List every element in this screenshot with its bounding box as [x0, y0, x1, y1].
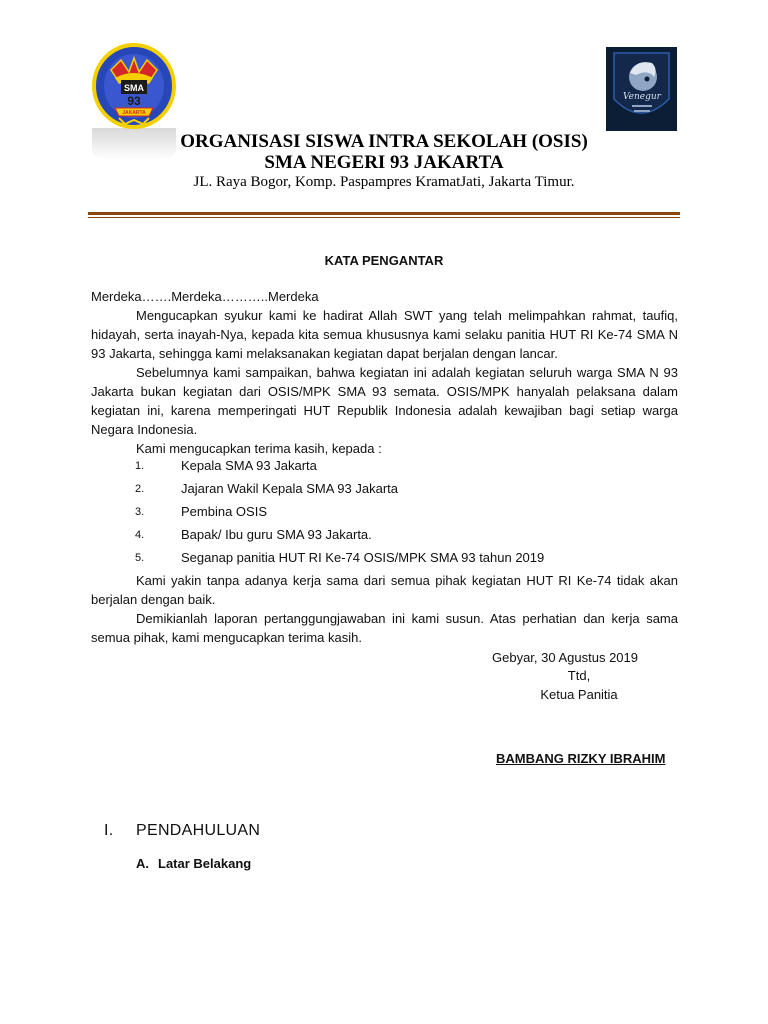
list-number: 1. [135, 460, 145, 472]
header-divider-thin [88, 217, 680, 218]
logo-number-text: 93 [127, 94, 141, 108]
school-address: JL. Raya Bogor, Komp. Paspampres KramatJati, Jakarta Timur. [193, 174, 575, 190]
paragraph-3: Kami mengucapkan terima kasih, kepada : [136, 441, 382, 456]
header-divider-thick [88, 212, 680, 215]
logo-city-text: JAKARTA [122, 110, 146, 116]
list-item [91, 525, 678, 548]
paragraph-2: Sebelumnya kami sampaikan, bahwa kegiatan ini adalah kegiatan seluruh warga SMA N 93 Jakarta bukan kegiatan dari OSIS/MPK SMA 93 semata. OSIS/MPK hanyalah pelaksana dalam kegiatan ini, karena memperingati HUT Republik Indonesia adalah kewajiban bagi setiap warga Negara Indonesia. [91, 365, 678, 437]
committee-logo [606, 47, 677, 131]
subsection-number: A. [136, 856, 149, 871]
school-name: SMA NEGERI 93 JAKARTA [264, 152, 504, 173]
list-text: Pembina OSIS [181, 504, 267, 519]
body-block-2 [91, 571, 678, 647]
document-title: KATA PENGANTAR [324, 253, 444, 268]
list-text: Seganap panitia HUT RI Ke-74 OSIS/MPK SMA 93 tahun 2019 [181, 550, 545, 565]
signature-ttd: Ttd, [567, 668, 591, 683]
greeting-line: Merdeka…….Merdeka………..Merdeka [91, 289, 319, 304]
list-item [91, 548, 678, 571]
list-text: Jajaran Wakil Kepala SMA 93 Jakarta [181, 481, 399, 496]
list-number: 2. [135, 483, 145, 495]
logo-right-text: Venegur [623, 92, 661, 102]
school-logo [91, 42, 177, 130]
subsection-label: Latar Belakang [158, 856, 252, 871]
section-number: I. [104, 822, 114, 839]
paragraph-5: Demikianlah laporan pertanggungjawaban ini kami susun. Atas perhatian dan kerja sama semua pihak, kami mengucapkan terima kasih. [91, 611, 678, 645]
section-label: PENDAHULUAN [136, 822, 261, 839]
org-name: ORGANISASI SISWA INTRA SEKOLAH (OSIS) [180, 131, 588, 152]
section-heading-1 [104, 822, 261, 840]
signature-role: Ketua Panitia [540, 687, 618, 702]
signature-place-date: Gebyar, 30 Agustus 2019 [492, 650, 638, 665]
list-item [91, 456, 678, 479]
subsection-heading-1 [136, 856, 252, 871]
list-number: 4. [135, 529, 145, 541]
list-number: 3. [135, 506, 145, 518]
paragraph-4: Kami yakin tanpa adanya kerja sama dari semua pihak kegiatan HUT RI Ke-74 tidak akan berjalan dengan baik. [91, 573, 678, 607]
paragraph-1: Mengucapkan syukur kami ke hadirat Allah SWT yang telah melimpahkan rahmat, taufiq, hidayah, serta inayah-Nya, kepada kita semua khususnya kami selaku panitia HUT RI Ke-74 SMA N 93 Jakarta, sehingga kami melaksanakan kegiatan dapat berjalan dengan lancar. [91, 308, 678, 361]
list-text: Kepala SMA 93 Jakarta [181, 458, 317, 473]
thanks-list [91, 456, 678, 571]
list-item [91, 479, 678, 502]
body-block-1 [91, 287, 678, 458]
logo-sma-text: SMA [124, 83, 144, 93]
list-number: 5. [135, 552, 145, 564]
signer-name: BAMBANG RIZKY IBRAHIM [496, 751, 666, 766]
list-item [91, 502, 678, 525]
list-text: Bapak/ Ibu guru SMA 93 Jakarta. [181, 527, 372, 542]
